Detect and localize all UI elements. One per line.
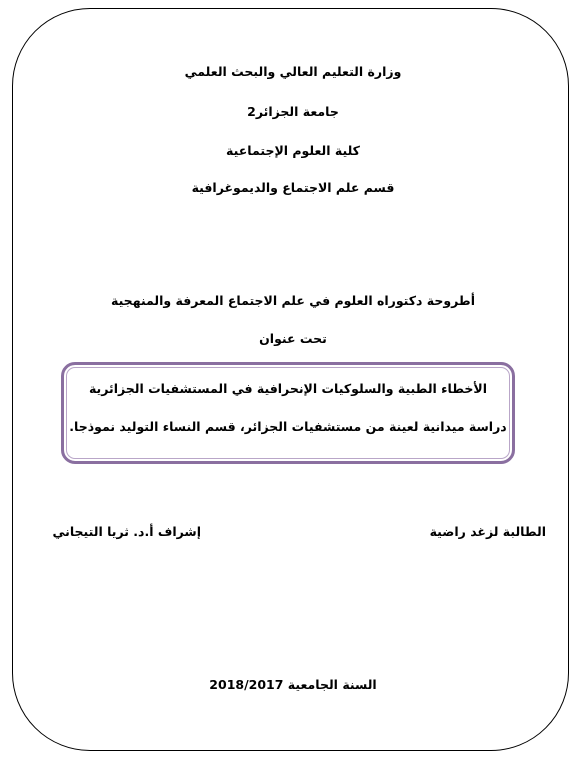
faculty-heading: كلية العلوم الإجتماعية (226, 143, 360, 158)
university-heading: جامعة الجزائر2 (247, 104, 339, 119)
supervisor-name: إشراف أ.د. ثريا التيجاني (52, 524, 201, 539)
thesis-subtitle: دراسة ميدانية لعينة من مستشفيات الجزائر، قسم النساء التوليد نموذجا. (69, 419, 507, 434)
department-heading: قسم علم الاجتماع والديموغرافية (191, 180, 395, 195)
student-name: الطالبة لزغد راضية (429, 524, 546, 539)
thesis-degree: أطروحة دكتوراه العلوم في علم الاجتماع المعرفة والمنهجية (111, 293, 475, 308)
thesis-title-box (61, 362, 515, 464)
thesis-title: الأخطاء الطبية والسلوكيات الإنحرافية في المستشفيات الجزائرية (88, 381, 488, 396)
ministry-heading: وزارة التعليم العالي والبحث العلمي (184, 64, 402, 79)
under-title-label: تحت عنوان (259, 331, 327, 346)
academic-year: السنة الجامعية 2018/2017 (209, 677, 377, 692)
